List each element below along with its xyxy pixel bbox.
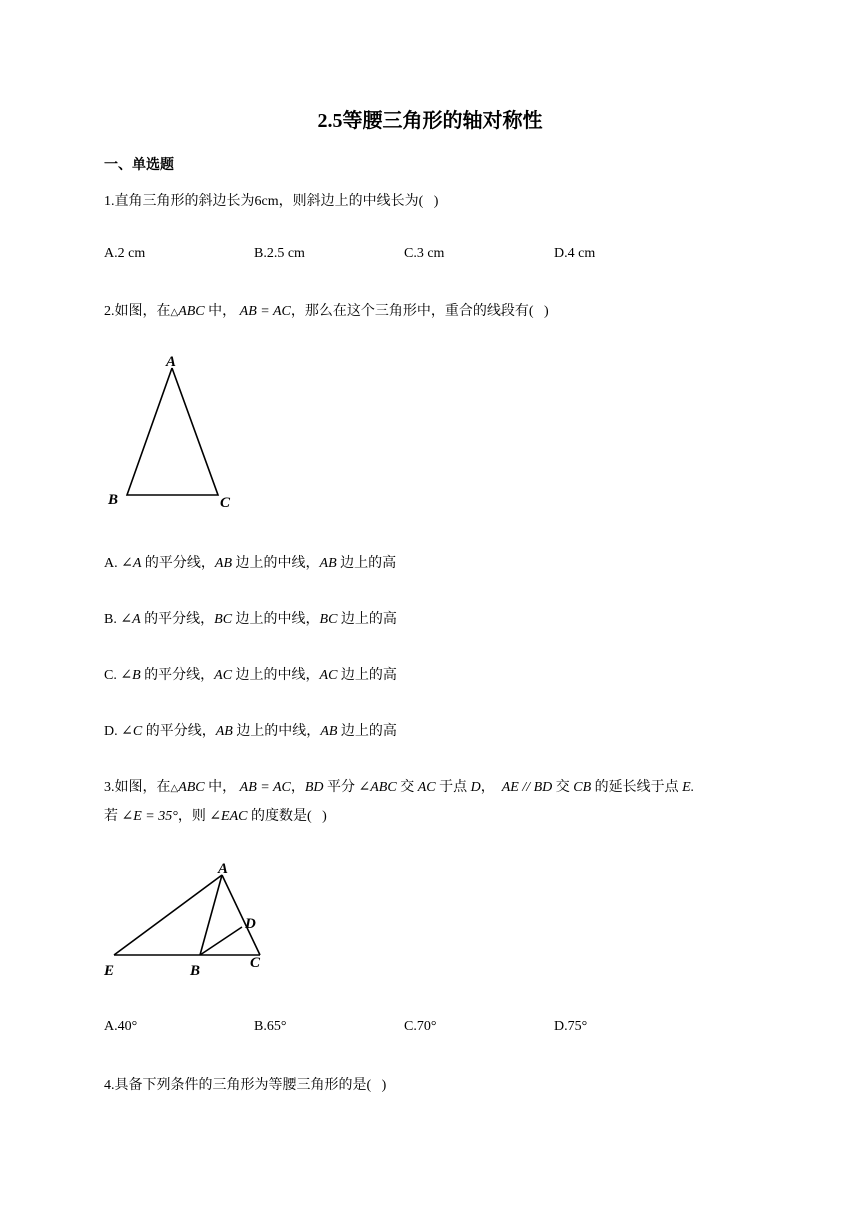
option-text: 边上的高 [340,668,397,683]
q3-text: 交 [400,780,415,795]
option-segment: AB [214,556,233,571]
q2-label-a: A [166,354,177,370]
q3-label-c: C [250,955,261,971]
q2-text-prefix: 2.如图，在 [104,304,171,319]
q2-text-suffix: ，那么在这个三角形中，重合的线段有( ) [290,304,549,319]
q2-equation: AB = AC [239,304,291,319]
option-angle: ∠C [121,724,143,739]
q3-option-c: C.70° [404,1019,437,1034]
q2-option-d [104,720,397,740]
option-segment: AB [320,724,338,739]
q3-text: 3.如图，在 [104,780,171,795]
q2-option-c [104,664,397,684]
triangle-symbol: △ [170,307,179,318]
section-heading: 一、单选题 [104,158,174,173]
q2-option-b [104,608,397,628]
q1-option-c: C.3 cm [404,246,445,261]
q2-label-b: B [108,492,119,508]
option-segment: BC [319,612,338,627]
option-segment: BC [214,612,233,627]
question-3-stem-line1 [104,776,694,796]
option-segment: AB [215,724,233,739]
q3-math: ∠ABC [358,780,397,795]
q3-math: AE // BD [501,780,553,795]
option-text: 的平分线， [145,724,216,739]
q3-label-e: E [104,963,115,979]
q2-option-a [104,552,396,572]
q2-label-c: C [220,495,231,511]
option-segment: AC [214,668,233,683]
q3-text: 中， [208,780,237,795]
q3-text: 平分 [327,780,356,795]
q3-text: 的延长线于点 [594,780,679,795]
option-angle: ∠B [120,668,141,683]
option-letter: A. [104,556,122,571]
option-text: 边上的中线， [236,724,321,739]
q3-segment-ea [114,875,222,955]
option-text: 的平分线， [144,668,215,683]
option-letter: D. [104,724,122,739]
q3-math: BD [304,780,324,795]
q3-math: AB = AC [239,780,291,795]
q3-math: AC [417,780,436,795]
q3-text: 于点 [439,780,468,795]
q3-text: 若 [104,809,118,824]
document-title: 2.5等腰三角形的轴对称性 [317,110,543,132]
option-text: 的平分线， [144,612,215,627]
q3-figure [100,855,275,985]
q3-option-b: B.65° [254,1019,287,1034]
q3-math: E. [682,780,695,795]
q3-math: D [470,780,481,795]
option-letter: B. [104,612,121,627]
q3-text: ， [290,780,305,795]
option-text: 边上的中线， [235,668,320,683]
option-segment: AB [319,556,337,571]
q3-option-d: D.75° [554,1019,588,1034]
q2-text-mid: 中， [208,304,237,319]
option-text: 边上的中线， [235,612,320,627]
q3-option-a: A.40° [104,1019,138,1034]
q2-triangle-shape [127,368,218,495]
option-text: 边上的高 [340,612,397,627]
q3-text: 的度数是( ) [251,809,327,824]
q3-math: ABC [178,780,205,795]
q3-math: ∠EAC [209,809,248,824]
q1-option-a: A.2 cm [104,246,146,261]
q1-option-b: B.2.5 cm [254,246,305,261]
q3-math: ∠E = 35° [121,809,178,824]
q2-triangle-name: ABC [178,304,205,319]
question-2-stem [104,300,549,320]
q3-text: ，则 [177,809,206,824]
question-1-stem: 1.直角三角形的斜边长为6cm，则斜边上的中线长为( ) [104,194,439,209]
option-segment: AC [319,668,338,683]
q3-label-d: D [245,916,256,932]
q3-label-b: B [190,963,201,979]
q1-option-d: D.4 cm [554,246,596,261]
q3-segment-ac [222,875,260,955]
option-text: 边上的高 [340,724,397,739]
q3-text: ， [480,780,495,795]
q3-label-a: A [218,861,229,877]
question-3-stem-line2 [104,805,327,825]
option-text: 边上的中线， [235,556,320,571]
option-angle: ∠A [120,612,141,627]
q3-text: 交 [555,780,570,795]
option-letter: C. [104,668,121,683]
question-4-stem: 4.具备下列条件的三角形为等腰三角形的是( ) [104,1078,387,1093]
option-text: 的平分线， [144,556,215,571]
q3-math: CB [573,780,592,795]
option-angle: ∠A [121,556,142,571]
q2-triangle-figure [100,350,250,520]
option-text: 边上的高 [340,556,397,571]
triangle-symbol: △ [170,783,179,794]
